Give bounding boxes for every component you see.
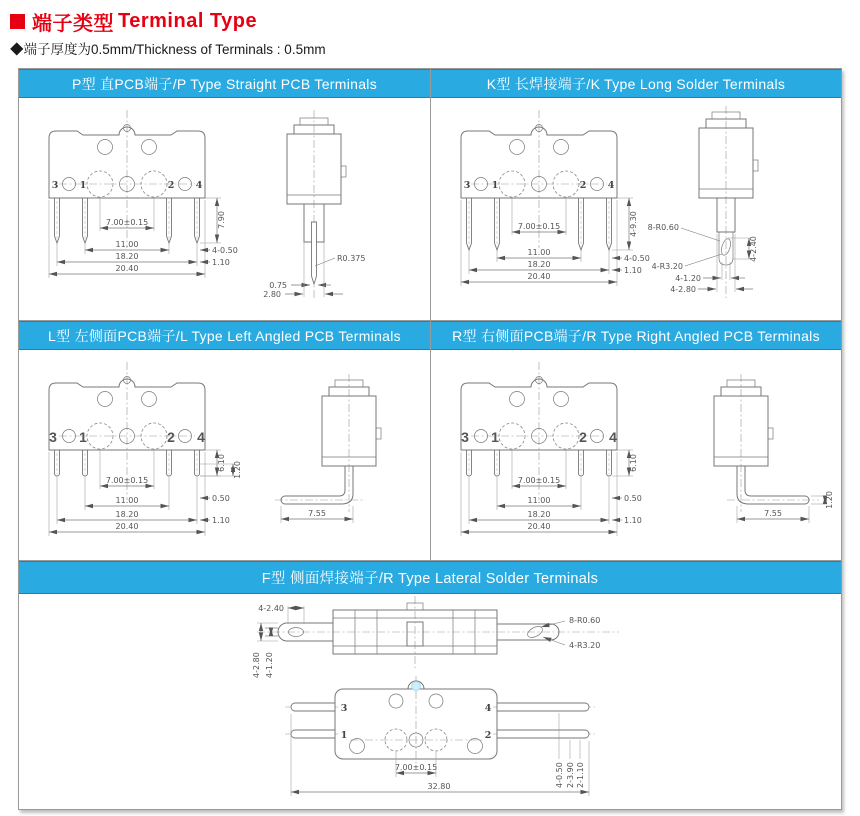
dim-label: 7.00±0.15 <box>517 476 561 485</box>
dim-label: 1.10 <box>212 258 230 267</box>
l-type-header-label: L型 左侧面PCB端子/L Type Left Angled PCB Terminals <box>48 327 401 344</box>
k-type-drawing <box>431 98 841 320</box>
terminal-number: 4 <box>484 703 492 714</box>
dim-label: 7.00±0.15 <box>105 218 149 227</box>
cell-k-type <box>430 69 841 320</box>
dim-label: 8-R0.60 <box>647 223 679 232</box>
dim-label: 2-3.90 <box>566 762 575 788</box>
dim-label: 7.55 <box>308 509 326 518</box>
l-type-drawing <box>19 350 429 560</box>
dim-label: 1.10 <box>624 516 642 525</box>
dim-label: 7.00±0.15 <box>105 476 149 485</box>
terminal-number: 4 <box>197 429 205 445</box>
dim-label: 7.55 <box>764 509 782 518</box>
dim-label: 4-0.50 <box>212 246 238 255</box>
grid-row-1 <box>19 69 841 321</box>
grid-row-3 <box>19 561 841 809</box>
f-type-drawing <box>19 594 841 809</box>
p-type-drawing <box>19 98 429 320</box>
dim-label: 20.40 <box>527 272 551 281</box>
dim-label: 6.10 <box>629 454 638 472</box>
dim-label: 11.00 <box>115 496 139 505</box>
f-type-header-label: F型 侧面焊接端子/R Type Lateral Solder Terminals <box>261 571 599 587</box>
dim-label: 7.00±0.15 <box>394 763 438 772</box>
dim-label: 1.10 <box>624 266 642 275</box>
r-type-header <box>431 321 841 350</box>
dim-label: 7.00±0.15 <box>517 222 561 231</box>
dim-label: 4-9.30 <box>629 211 638 237</box>
dim-label: 1.20 <box>825 491 834 509</box>
dim-label: 18.20 <box>527 260 551 269</box>
terminal-number: 2 <box>579 180 587 191</box>
title-square-icon <box>10 14 25 29</box>
dim-label: 2-1.10 <box>576 762 585 788</box>
dim-label: 4-R3.20 <box>651 262 683 271</box>
dim-label: 4-0.50 <box>624 254 650 263</box>
terminal-number: 1 <box>79 180 87 191</box>
dim-label: 4-1.20 <box>675 274 701 283</box>
k-type-body <box>431 98 841 320</box>
dim-label: 1.20 <box>233 461 242 479</box>
terminal-number: 1 <box>491 429 499 445</box>
f-type-body <box>19 594 841 809</box>
dim-label: 0.50 <box>212 494 230 503</box>
cell-p-type <box>19 69 430 320</box>
dim-label: 18.20 <box>115 252 139 261</box>
grid-row-2 <box>19 321 841 561</box>
dim-label: 4-0.50 <box>555 762 564 788</box>
thickness-note: ◆端子厚度为0.5mm/Thickness of Terminals : 0.5mm <box>10 42 326 57</box>
dim-label: 11.00 <box>115 240 139 249</box>
dim-label: 4-R3.20 <box>569 641 601 650</box>
p-type-header <box>19 69 430 98</box>
dim-label: 20.40 <box>527 522 551 531</box>
l-type-header <box>19 321 430 350</box>
page-title-zh: 端子类型 <box>32 13 114 35</box>
cell-l-type <box>19 321 430 560</box>
terminal-number: 2 <box>167 180 175 191</box>
dim-label: 18.20 <box>115 510 139 519</box>
terminal-number: 1 <box>491 180 499 191</box>
dim-label: 4-2.80 <box>670 285 696 294</box>
terminal-number: 1 <box>340 730 348 741</box>
terminal-number: 4 <box>607 180 615 191</box>
dim-label: 11.00 <box>527 496 551 505</box>
terminal-number: 2 <box>167 429 175 445</box>
terminal-number: 2 <box>579 429 587 445</box>
cell-f-type <box>19 561 841 809</box>
dim-label: 1.10 <box>212 516 230 525</box>
dim-label: 4-2.40 <box>258 604 284 613</box>
dim-label: R0.375 <box>337 254 366 263</box>
terminal-number: 2 <box>484 730 492 741</box>
dim-label: 6.10 <box>217 454 226 472</box>
terminal-type-grid <box>18 68 842 810</box>
terminal-number: 3 <box>49 429 57 445</box>
cell-r-type <box>430 321 841 560</box>
dim-label: 4-1.20 <box>265 652 274 678</box>
dim-label: 20.40 <box>115 264 139 273</box>
p-type-body <box>19 98 430 320</box>
dim-label: 20.40 <box>115 522 139 531</box>
r-type-header-label: R型 右侧面PCB端子/R Type Right Angled PCB Terminals <box>452 327 820 344</box>
terminal-number: 3 <box>463 180 471 191</box>
page-title-en: Terminal Type <box>118 10 258 32</box>
dim-label: 11.00 <box>527 248 551 257</box>
terminal-number: 3 <box>51 180 59 191</box>
dim-label: 4-2.40 <box>749 236 758 262</box>
dim-label: 0.75 <box>269 281 287 290</box>
p-type-header-label: P型 直PCB端子/P Type Straight PCB Terminals <box>71 75 378 92</box>
page-title <box>10 7 257 36</box>
f-type-header <box>19 561 841 594</box>
k-type-header <box>431 69 841 98</box>
dim-label: 8-R0.60 <box>569 616 601 625</box>
dim-label: 2.80 <box>263 290 281 299</box>
dim-label: 0.50 <box>624 494 642 503</box>
dim-label: 4-2.80 <box>252 652 261 678</box>
terminal-number: 3 <box>340 703 348 714</box>
dim-label: 32.80 <box>427 782 451 791</box>
terminal-number: 4 <box>195 180 203 191</box>
l-type-body <box>19 350 430 560</box>
dim-label: 18.20 <box>527 510 551 519</box>
r-type-drawing <box>431 350 841 560</box>
dim-label: 7.90 <box>217 211 226 229</box>
r-type-body <box>431 350 841 560</box>
terminal-number: 3 <box>461 429 469 445</box>
k-type-header-label: K型 长焊接端子/K Type Long Solder Terminals <box>486 75 786 92</box>
terminal-number: 1 <box>79 429 87 445</box>
terminal-number: 4 <box>609 429 617 445</box>
